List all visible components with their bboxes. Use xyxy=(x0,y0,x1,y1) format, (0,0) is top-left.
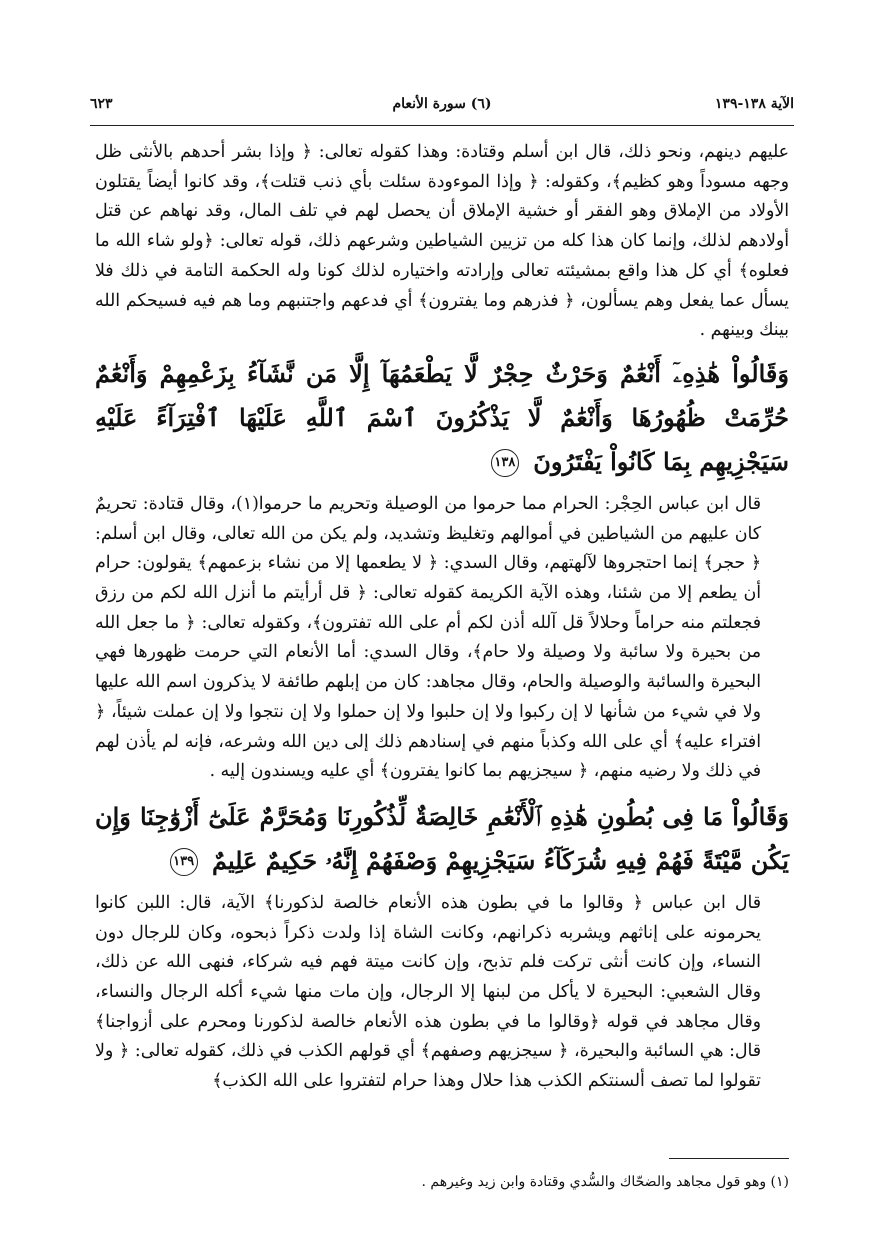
header-rule xyxy=(90,125,794,126)
verse-range-header: الآية ١٣٨-١٣٩ xyxy=(714,96,794,112)
surah-title-header: (٦) سورة الأنعام xyxy=(392,96,492,112)
page-number: ٦٢٣ xyxy=(90,96,113,112)
footnote-rule xyxy=(669,1158,789,1159)
verse-text: وَقَالُواْ مَا فِى بُطُونِ هَٰذِهِ ٱلْأَنْعَٰمِ خَالِصَةٌ لِّذُكُورِنَا وَمُحَرَّمٌ عَلَىٰٓ أَزْوَٰجِنَا وَإِن يَكُن مَّيْتَةً فَهُمْ فِيهِ شُرَكَآءُ سَيَجْزِيهِمْ وَصْفَهُمْ إِنَّهُۥ حَكِيمٌ عَلِيمٌ xyxy=(95,801,789,875)
verse-number-marker: ١٣٨ xyxy=(491,449,519,477)
page-body xyxy=(95,138,789,1097)
commentary-paragraph: قال ابن عباس ﴿ وقالوا ما في بطون هذه الأنعام خالصة لذكورنا﴾ الآية، قال: اللبن كانوا يحرمونه على إناثهم ويشربه ذكرانهم، وكانت الشاة إذا ولدت ذكراً ذبحوه، وكان للرجال دون النساء، وإن كانت أنثى تركت فلم تذبح، وإن كانت ميتة فهم فيه شركاء، فنهى الله عن ذلك، وقال الشعبي: البحيرة لا يأكل من لبنها إلا الرجال، وإن مات منها شيء أكله الرجال والنساء، وقال مجاهد في قوله ﴿وقالوا ما في بطون هذه الأنعام خالصة لذكورنا ومحرم على أزواجنا﴾ قال: هي السائبة والبحيرة، ﴿ سيجزيهم وصفهم﴾ أي قولهم الكذب في ذلك، كقوله تعالى: ﴿ ولا تقولوا لما تصف ألسنتكم الكذب هذا حلال وهذا حرام لتفتروا على الله الكذب﴾ xyxy=(95,892,761,1092)
quran-verse xyxy=(95,352,789,484)
commentary-paragraph: عليهم دينهم، ونحو ذلك، قال ابن أسلم وقتادة: وهذا كقوله تعالى: ﴿ وإذا بشر أحدهم بالأنثى ظل وجهه مسوداً وهو كظيم﴾، وكقوله: ﴿ وإذا الموءودة سئلت بأي ذنب قتلت﴾، وقد كانوا أيضاً يقتلون الأولاد من الإملاق وهو الفقر أو خشية الإملاق أن يحصل لهم في تلف المال، وقد نهاهم عن قتل أولادهم لذلك، وإنما كان هذا كله من تزيين الشياطين وشرعهم ذلك، قوله تعالى: ﴿ولو شاء الله ما فعلوه﴾ أي كل هذا واقع بمشيئته تعالى وإرادته واختياره لذلك كونا وله الحكمة التامة في ذلك فلا يسأل عما يفعل وهم يسألون، ﴿ فذرهم وما يفترون﴾ أي فدعهم واجتنبهم وما هم فيه فسيحكم الله بينك وبينهم . xyxy=(95,142,789,341)
verse-text: وَقَالُواْ هَٰذِهِۦٓ أَنْعَٰمٌ وَحَرْثٌ حِجْرٌ لَّا يَطْعَمُهَآ إِلَّا مَن نَّشَآءُ بِزَعْمِهِمْ وَأَنْعَٰمٌ حُرِّمَتْ ظُهُورُهَا وَأَنْعَٰمٌ لَّا يَذْكُرُونَ ٱسْمَ ٱللَّهِ عَلَيْهَا ٱفْتِرَآءً عَلَيْهِ سَيَجْزِيهِم بِمَا كَانُواْ يَفْتَرُونَ xyxy=(95,358,790,476)
page-header xyxy=(90,96,794,120)
quran-verse xyxy=(95,795,789,883)
footnote: (١) وهو قول مجاهد والضحّاك والسُّدي وقتادة وابن زيد وغيرهم . xyxy=(421,1174,789,1190)
verse-number-marker: ١٣٩ xyxy=(170,848,198,876)
commentary-paragraph: قال ابن عباس الحِجْر: الحرام مما حرموا من الوصيلة وتحريم ما حرموا(١)، وقال قتادة: تحريمٌ كان عليهم من الشياطين في أموالهم وتغليظ وتشديد، ولم يكن من الله تعالى، وقال ابن أسلم: ﴿ حجر﴾ إنما احتجروها لآلهتهم، وقال السدي: ﴿ لا يطعمها إلا من نشاء بزعمهم﴾ يقولون: حرام أن يطعم إلا من شئنا، وهذه الآية الكريمة كقوله تعالى: ﴿ قل أرأيتم ما أنزل الله لكم من رزق فجعلتم منه حراماً وحلالاً قل آلله أذن لكم أم على الله تفترون﴾، وكقوله تعالى: ﴿ ما جعل الله من بحيرة ولا سائبة ولا وصيلة ولا حام﴾، وقال السدي: أما الأنعام التي حرمت ظهورها فهي البحيرة والسائبة والوصيلة والحام، وقال مجاهد: كان من إبلهم طائفة لا يذكرون اسم الله عليها ولا في شيء من شأنها لا إن ركبوا ولا إن حلبوا ولا إن حملوا ولا إن نتجوا ولا إن عملت شيئاً، ﴿ افتراء عليه﴾ أي على الله وكذباً منهم في إسنادهم ذلك إلى دين الله وشرعه، فإنه لم يأذن لهم في ذلك ولا رضيه منهم، ﴿ سيجزيهم بما كانوا يفترون﴾ أي عليه ويسندون إليه . xyxy=(95,493,761,782)
